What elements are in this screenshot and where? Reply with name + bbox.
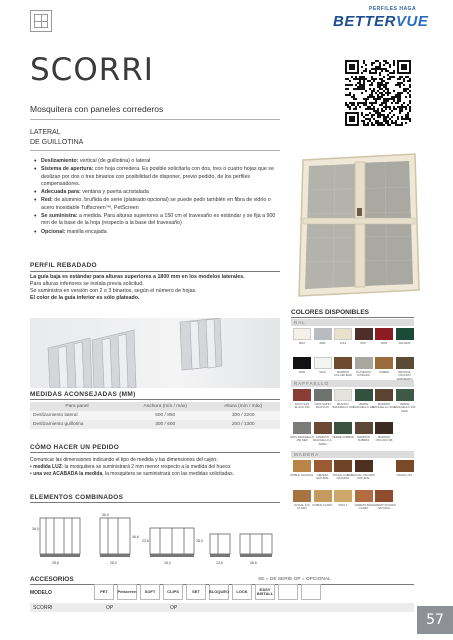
ral-group-label: RAL [291, 319, 414, 326]
accessory-icon: EASY INSTALL [255, 584, 275, 600]
feature-label: Deslizamiento: [41, 158, 79, 164]
color-swatch [396, 328, 414, 340]
medidas-table [30, 402, 280, 429]
pedido-intro: Comunicar las dimensiones indicando el tipo de medida y las dimensiones del cajón: [30, 457, 218, 463]
table-cell: 500 / 850 [124, 411, 206, 420]
perfil-normal-2: Se suministra en versión con 2 o 3 binarios, según el número de hojas. [30, 288, 197, 294]
medidas-heading: MEDIDAS ACONSEJADAS (MM) [30, 391, 136, 398]
color-swatch [355, 460, 373, 472]
page-title: SCORRI [30, 52, 154, 88]
color-swatch-label: MARRÓN OSCURO SB [375, 435, 393, 443]
feature-list [34, 158, 282, 237]
table-header: Anchura (mín / máx) [124, 402, 206, 411]
feature-text: de aluminio, bruñida de serie (plateado opcional) se puede pedir también en fibra de vidrio o acero inoxidable Tuffscreen™, PetScreen [41, 197, 271, 211]
color-swatch [293, 328, 311, 340]
color-swatch [355, 422, 373, 434]
color-swatch [355, 490, 373, 502]
accessory-icon: PET [94, 584, 114, 600]
product-photo [295, 150, 423, 300]
color-swatch-label: 8017 [360, 341, 367, 345]
color-swatch [355, 328, 373, 340]
dim-label: 46,6 [132, 535, 139, 539]
feature-text: vertical (de guillotina) o lateral [78, 158, 151, 164]
color-swatch [375, 460, 393, 472]
dim-label: 36,0 [102, 513, 109, 517]
color-swatch-label: CEREZO DOLIRIS NATURAL [372, 503, 396, 511]
color-swatch-label: 3003 [380, 341, 388, 345]
feature-item [34, 229, 282, 236]
color-swatch [314, 490, 332, 502]
feature-label: Se suministra: [41, 213, 78, 220]
color-swatch [293, 357, 311, 369]
color-swatch [334, 422, 352, 434]
brand-better: BETTER [333, 13, 396, 30]
perfil-text [30, 274, 280, 302]
color-swatch-label: VERDE SUBRINI [332, 435, 354, 439]
color-swatch [355, 389, 373, 401]
color-swatch [375, 389, 393, 401]
divider [30, 271, 280, 272]
color-swatch-label: MARRÓN RAFFAELLO 4-AMAR [312, 435, 333, 446]
madera-group-label: MADERA [291, 451, 414, 458]
divider [291, 317, 414, 318]
dim-label: 46,6 [250, 561, 257, 565]
color-swatch-label: VERDE RAFFAELLO 120 [352, 402, 375, 410]
color-swatch-label: MARRÓN COLUMI 8000 [334, 370, 352, 378]
qr-code-icon[interactable] [345, 60, 411, 126]
color-swatch-label: 9010 [298, 341, 306, 345]
table-cell: Deslizamiento lateral [30, 411, 124, 420]
color-swatch [396, 357, 414, 369]
color-swatch [334, 490, 352, 502]
color-swatch-label: 9005 [298, 370, 306, 374]
color-swatch-label: NOGAL OSCURO NATURAL [352, 473, 375, 481]
color-swatch [375, 328, 393, 340]
feature-label: Adecuada para: [41, 189, 81, 196]
color-swatch-label: 9016 [319, 370, 326, 374]
color-swatch [396, 389, 414, 401]
profiles-photo [30, 318, 280, 388]
color-swatch [314, 422, 332, 434]
color-swatch [314, 357, 332, 369]
color-swatch [314, 460, 332, 472]
product-category: LATERAL DE GUILLOTINA [30, 129, 84, 146]
accessory-value: OP [106, 604, 114, 611]
table-cell: 300 / 2200 [206, 411, 280, 420]
table-header: Para panel [30, 402, 124, 411]
color-swatch-label: PINO 1 [338, 503, 348, 507]
pedido-item-2-text: , la mosquitera se suministrará con las medidas solicitadas. [102, 471, 234, 477]
feature-label: Red: [41, 197, 53, 204]
color-swatch-label: BLANCO RAFFAELLO 100 [332, 402, 354, 410]
color-swatch [375, 422, 393, 434]
combinados-heading: ELEMENTOS COMBINADOS [30, 494, 124, 501]
feature-item [34, 213, 282, 228]
accessory-icon: Petscreen [117, 584, 137, 600]
color-swatch-label: NOGAL FABRIL NATURAL [332, 473, 354, 481]
dim-label: 28,8 [52, 561, 59, 565]
color-swatch-label: MARRÓN RAFFAELLO 2010 [372, 402, 396, 410]
color-swatch-label: NOGAL 21X [396, 473, 413, 477]
pedido-text: Comunicar las dimensiones indicando el tipo de medida y las dimensiones del cajón: • medida LUZ: la mosquitera se suministrará 2 mm menor respecto a la medida del hueco. • una vez ACABADA la medida, la mosquitera se suministrará con las medidas solicitadas. [30, 457, 234, 477]
color-swatch [314, 328, 332, 340]
accessory-icon: SET [186, 584, 206, 600]
colores-heading: COLORES DISPONIBLES [291, 309, 370, 316]
feature-item [34, 197, 282, 212]
dim-label: 12,0 [216, 561, 223, 565]
perfil-heading: PERFIL REBADADO [30, 262, 97, 269]
feature-label: Sistema de apertura: [41, 166, 94, 173]
color-swatch [293, 389, 311, 401]
feature-item [34, 166, 282, 188]
feature-text: ventana y puerta acristalada [80, 189, 149, 196]
dim-label: 28,0 [110, 561, 117, 565]
company-logo-icon [30, 10, 52, 32]
color-swatch [396, 460, 414, 472]
accessory-value: OP [170, 604, 178, 611]
accessory-icon: LOCK [232, 584, 252, 600]
color-swatch [375, 490, 393, 502]
color-swatch-label: ROJO SAN ELIGIO 030 [294, 402, 310, 410]
color-swatch [375, 357, 393, 369]
divider [30, 502, 280, 503]
table-header: Altura (mín / máx) [206, 402, 280, 411]
accessory-icon [278, 584, 298, 600]
table-cell: Deslizamiento guillotina [30, 420, 124, 429]
accesorios-heading: ACCESORIOS [30, 576, 74, 583]
color-swatch [293, 490, 311, 502]
divider [30, 150, 280, 151]
dim-label: 23,6 [142, 539, 149, 543]
page-subtitle: Mosquitera con paneles correderos [30, 104, 164, 114]
color-swatch-label: PLATEADO OXIDADO [356, 370, 371, 378]
perfil-normal-1: Para alturas inferiores se instala previa solicitud. [30, 281, 144, 287]
color-swatch-label: ROBLE CLARO [312, 503, 333, 507]
color-swatch [334, 460, 352, 472]
divider [30, 399, 280, 400]
accessory-icon: SOFT [140, 584, 160, 600]
perfil-bold-1: La guía baja es estándar para alturas superiores a 1800 mm en los modelos laterales. [30, 274, 245, 280]
feature-text: a medida. Para alturas superiores a 150 cm el travesaño es estándar y se fija a 900 mm de la base de la hoja (respecto a la base del travesaño) [41, 213, 276, 227]
table-cell: 300 / 600 [124, 420, 206, 429]
combined-elements-diagram [30, 508, 280, 566]
pedido-heading: CÓMO HACER UN PEDIDO [30, 444, 120, 451]
color-swatch-label: CEREZO 82% CLARO [354, 503, 373, 511]
feature-text: manilla encajada [65, 228, 107, 235]
accessory-icon [301, 584, 321, 600]
color-swatch [293, 460, 311, 472]
feature-label: Opcional: [41, 228, 66, 235]
color-swatch-label: NOGAL 21X CLARO [294, 503, 310, 511]
dim-label: 18,0 [164, 561, 171, 565]
divider [30, 452, 280, 453]
color-swatch-label: GRIS SAPIN RLUFIATO [314, 402, 331, 410]
model-name: SCORRI [33, 604, 53, 611]
feature-item [34, 158, 282, 165]
accesorios-legend: SE = DE SERIE OP = OPCIONAL [258, 577, 331, 582]
perfil-bold-2: El color de la guía inferior es sólo plateado. [30, 295, 140, 301]
bettervue-logo [333, 6, 429, 32]
color-swatch-label: ROBLE NATURAL [290, 473, 314, 477]
pedido-item-2-label: una vez ACABADA la medida [33, 471, 103, 477]
accessory-icon: CLIPS [163, 584, 183, 600]
color-swatch [293, 422, 311, 434]
brand-vue: VUE [396, 13, 429, 30]
color-swatch-label: VERDE RAFFAELLO 150 MAR [393, 402, 416, 413]
accessory-icon: BLOQUEO [209, 584, 229, 600]
color-swatch [334, 357, 352, 369]
color-swatch-label: BRONCE OSCURO SARMEADO [396, 370, 413, 381]
raffaello-group-label: RAFFAELLO [291, 380, 414, 387]
table-cell: 200 / 1300 [206, 420, 280, 429]
feature-text: con hoja corredera. Es posible solicitarla con dos, tres o cuatro hojas que se deslizan por dos o tres binarios con posibilidad de disponer, previo pedido, de los perfiles compensadores. [41, 166, 274, 187]
color-swatch [314, 389, 332, 401]
model-row [30, 603, 414, 612]
color-swatch [334, 389, 352, 401]
color-swatch-label: COBRE [379, 370, 389, 374]
color-swatch-label: GRIS RAFFAELLO 450 SER [290, 435, 314, 443]
pedido-item-1-label: medida LUZ [33, 464, 62, 470]
feature-item [34, 189, 282, 196]
divider [30, 119, 280, 120]
color-swatch-label: CEREZO NATURAL [316, 473, 329, 481]
brand-small-text: PERFILES HAGA [369, 6, 417, 12]
accessory-icons [94, 584, 321, 600]
page-number: 57 [417, 606, 453, 634]
color-swatch-label: MARRÓN SUBRINI [357, 435, 370, 443]
color-swatch-label: RAL6005 [398, 341, 411, 345]
color-swatch [334, 328, 352, 340]
color-swatch-label: 1013 [339, 341, 347, 345]
color-swatch [355, 357, 373, 369]
color-swatch-label: 9006 [319, 341, 326, 345]
pedido-item-1-text: : la mosquitera se suministrará 2 mm menor respecto a la medida del hueco. [61, 464, 232, 470]
dim-label: 28,0 [196, 539, 203, 543]
dim-label: 36,0 [32, 527, 39, 531]
model-label: MODELO [30, 590, 52, 596]
